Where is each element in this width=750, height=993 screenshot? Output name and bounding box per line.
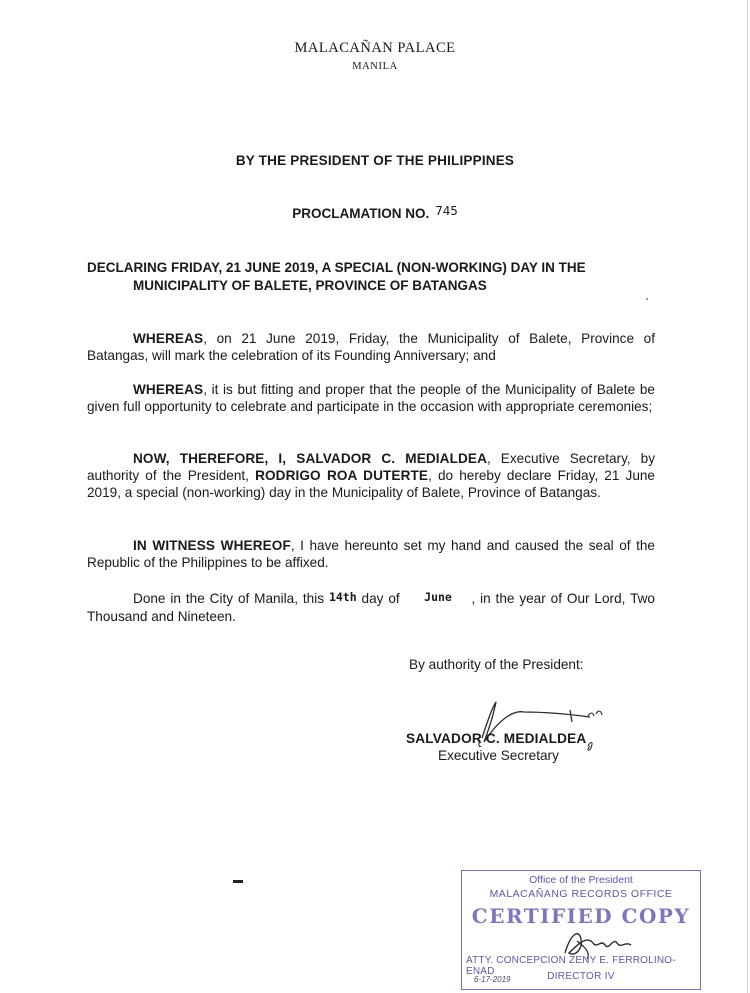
paragraph-whereas-2	[87, 381, 655, 415]
filled-month: June	[424, 590, 452, 604]
proclamation-heading	[0, 203, 750, 221]
stamp-records-office: MALACAÑANG RECORDS OFFICE	[489, 888, 673, 900]
stamp-certified-copy: CERTIFIED COPY	[471, 904, 691, 928]
stamp-officer-title: DIRECTOR IV	[547, 971, 615, 982]
by-president-heading: BY THE PRESIDENT OF THE PHILIPPINES	[235, 153, 515, 168]
paragraph-text: , Executive Secretary, by authority of the President,	[87, 451, 655, 483]
paragraph-now-therefore	[87, 450, 655, 501]
paragraph-text: day of	[356, 591, 405, 606]
paragraph-whereas-1	[87, 330, 655, 364]
letterhead-city: MANILA	[352, 61, 398, 72]
scan-mark	[233, 880, 243, 883]
president-name: RODRIGO ROA DUTERTE	[255, 468, 429, 483]
paragraph-lead: IN WITNESS WHEREOF	[133, 538, 291, 553]
stamp-office: Office of the President	[529, 874, 633, 886]
proclamation-label: PROCLAMATION NO.	[292, 206, 430, 221]
paragraph-in-witness	[87, 537, 655, 571]
paragraph-text: , do hereby declare Friday, 21 June 2019, a special (non-working) day in the Municipality of Balete, Province of Batangas.	[87, 468, 655, 500]
stamp-officer-name: ATTY. CONCEPCION ZENY E. FERROLINO-ENAD	[466, 955, 676, 977]
title-line-2: MUNICIPALITY OF BALETE, PROVINCE OF BATANGAS	[133, 278, 487, 293]
certified-copy-stamp	[461, 870, 701, 990]
paragraph-lead: NOW, THEREFORE, I, SALVADOR C. MEDIALDEA	[133, 451, 488, 466]
letterhead-palace: MALACAÑAN PALACE	[294, 40, 456, 56]
paragraph-text: , it is but fitting and proper that the people of the Municipality of Balete be given full opportunity to celebrate and participate in the occasion with appropriate ceremonies;	[87, 382, 655, 414]
paragraph-text: , in the year of Our Lord, Two Thousand and Nineteen.	[87, 591, 655, 624]
paragraph-text: , on 21 June 2019, Friday, the Municipality of Balete, Province of Batangas, will mark the celebration of its Founding Anniversary; and	[87, 331, 655, 363]
by-authority-line: By authority of the President:	[409, 657, 584, 672]
paragraph-text: , I have hereunto set my hand and caused the seal of the Republic of the Philippines to be affixed.	[87, 538, 655, 570]
page-edge	[747, 0, 748, 993]
proclamation-number: 745	[435, 203, 458, 218]
title-line-1: DECLARING FRIDAY, 21 JUNE 2019, A SPECIAL (NON-WORKING) DAY IN THE	[87, 260, 586, 275]
paragraph-lead: WHEREAS	[133, 331, 204, 346]
paragraph-lead: WHEREAS	[133, 382, 204, 397]
paragraph-text: Done in the City of Manila, this	[133, 591, 329, 606]
filled-day: 14th	[328, 590, 357, 604]
scan-speck	[646, 298, 648, 300]
signatory-name: SALVADOR C. MEDIALDEA	[406, 731, 587, 746]
stamp-date: 6-17-2019	[474, 975, 511, 984]
paragraph-done-in	[87, 590, 655, 625]
signatory-title: Executive Secretary	[438, 748, 559, 763]
